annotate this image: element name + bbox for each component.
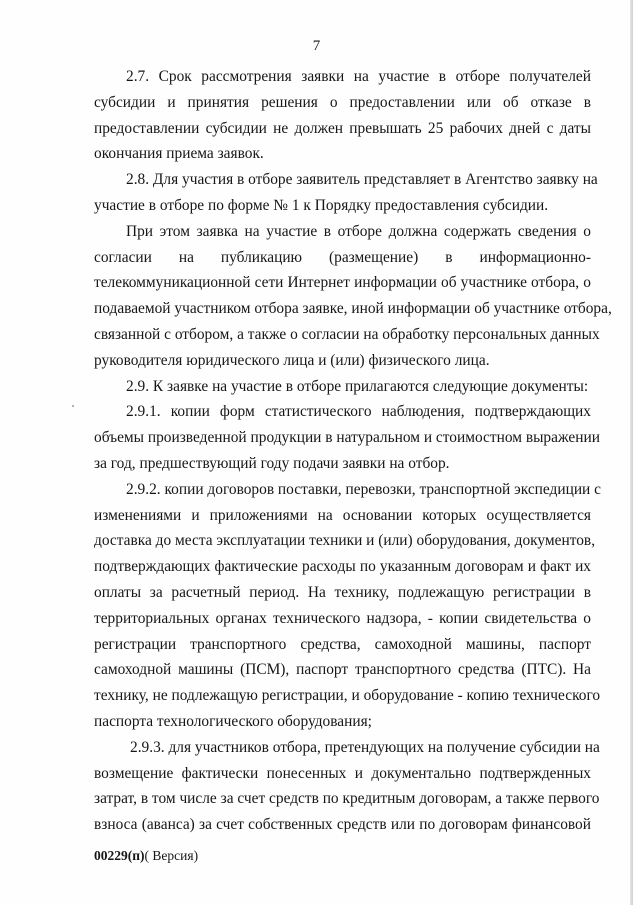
text-line: субсидии и принятия решения о предоставлении или об отказе в bbox=[94, 93, 591, 111]
text-line: подаваемой участником отбора заявке, иной информации об участнике отбора, bbox=[94, 300, 612, 318]
text-line: При этом заявка на участие в отборе должна содержать сведения о bbox=[126, 222, 591, 240]
text-line: 2.9. К заявке на участие в отборе прилагаются следующие документы: bbox=[126, 377, 589, 395]
text-line: руководителя юридического лица и (или) физического лица. bbox=[94, 351, 490, 369]
text-line: 2.7. Срок рассмотрения заявки на участие в отборе получателей bbox=[126, 68, 591, 85]
text-line: изменениями и приложениями на основании которых осуществляется bbox=[94, 506, 591, 524]
text-line: телекоммуникационной сети Интернет информации об участнике отбора, о bbox=[94, 274, 591, 292]
document-footer bbox=[94, 848, 198, 864]
text-line: паспорта технологического оборудования; bbox=[94, 712, 372, 730]
text-line: самоходной машины (ПСМ), паспорт транспортного средства (ПТС). На bbox=[94, 661, 591, 679]
text-line: участие в отборе по форме № 1 к Порядку предоставления субсидии. bbox=[94, 196, 549, 214]
text-line: связанной с отбором, а также о согласии на обработку персональных данных bbox=[94, 325, 600, 343]
text-line: объемы произведенной продукции в натуральном и стоимостном выражении bbox=[94, 429, 600, 447]
text-line: за год, предшествующий году подачи заявки на отбор. bbox=[94, 454, 450, 472]
footer-version: ( Версия) bbox=[144, 848, 199, 863]
text-line: регистрации транспортного средства, самоходной машины, паспорт bbox=[94, 635, 591, 653]
text-line: подтверждающих фактические расходы по указанным договорам и факт их bbox=[94, 558, 591, 576]
document-body bbox=[94, 64, 612, 838]
text-line: 2.9.1. копии форм статистического наблюдения, подтверждающих bbox=[126, 403, 591, 421]
page-number: 7 bbox=[312, 38, 321, 54]
text-line: окончания приема заявок. bbox=[94, 145, 264, 163]
footer-document-code: 00229(п) bbox=[94, 848, 145, 863]
text-line: затрат, в том числе за счет средств по кредитным договорам, а также первого bbox=[94, 790, 600, 808]
text-line: технику, не подлежащую регистрации, и оборудование - копию технического bbox=[94, 687, 601, 705]
text-line: 2.8. Для участия в отборе заявитель представляет в Агентство заявку на bbox=[126, 171, 598, 189]
text-line: оплаты за расчетный период. На технику, подлежащую регистрации в bbox=[94, 583, 591, 601]
text-line: взноса (аванса) за счет собственных средств или по договорам финансовой bbox=[94, 816, 591, 834]
text-line: доставка до места эксплуатации техники и (или) оборудования, документов, bbox=[94, 532, 596, 550]
text-line: предоставлении субсидии не должен превышать 25 рабочих дней с даты bbox=[94, 119, 591, 137]
text-line: 2.9.2. копии договоров поставки, перевозки, транспортной экспедиции с bbox=[126, 480, 601, 498]
scan-artifact-dot bbox=[72, 405, 74, 407]
text-line: возмещение фактически понесенных и документально подтвержденных bbox=[94, 764, 591, 782]
text-line: согласии на публикацию (размещение) в информационно- bbox=[94, 248, 591, 266]
text-line: 2.9.3. для участников отбора, претендующих на получение субсидии на bbox=[130, 738, 600, 756]
text-line: территориальных органах технического надзора, - копии свидетельства о bbox=[94, 609, 591, 627]
